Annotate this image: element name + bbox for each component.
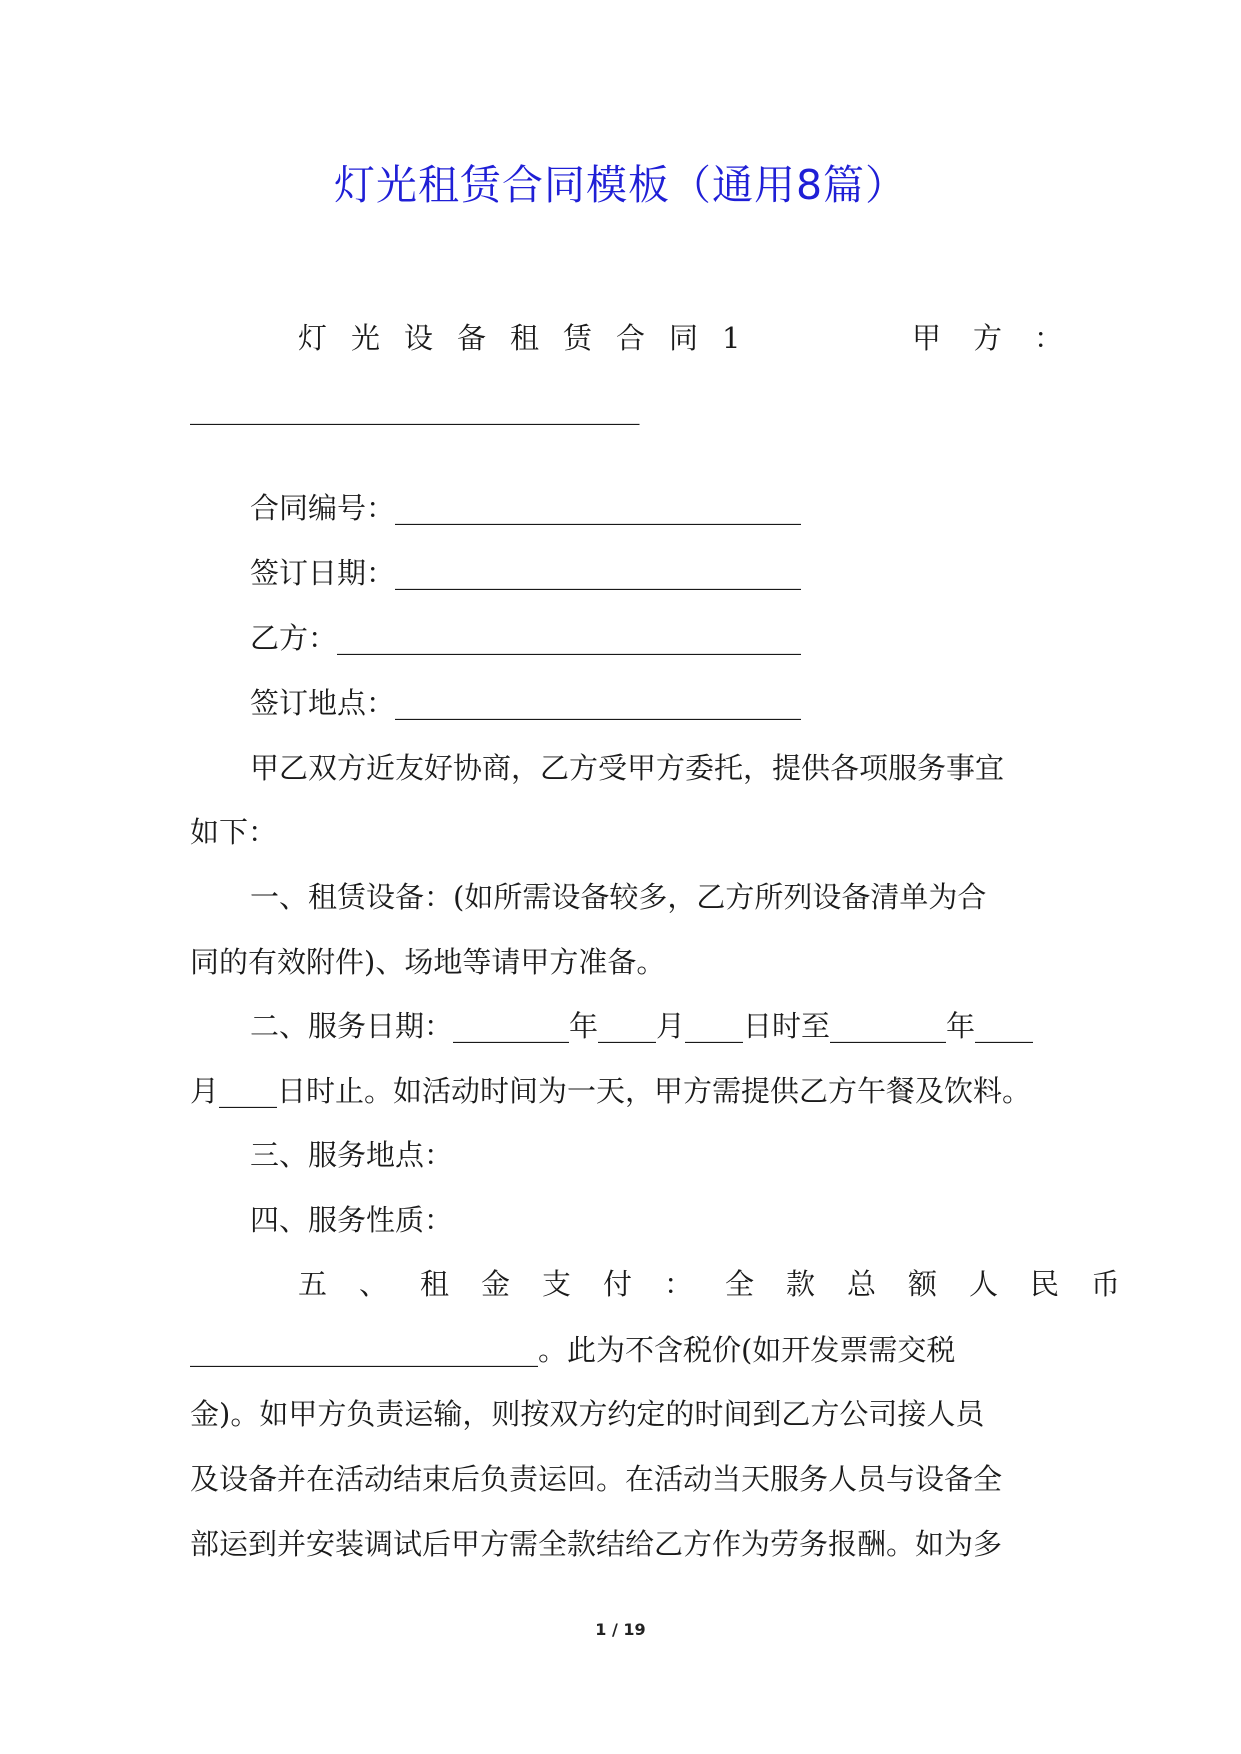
party-b-line: 乙方：________________________________ — [250, 621, 802, 655]
item2-line-1: 二、服务日期：________年____月____日时至________年____ — [250, 1009, 1034, 1043]
document-title: 灯光租赁合同模板（通用8篇） — [333, 161, 908, 209]
page-number: 1 / 19 — [595, 1620, 646, 1639]
item4-line: 四、服务性质： — [250, 1203, 454, 1237]
item5-heading: 五、租金支付：全款总额人民币 — [298, 1267, 1153, 1301]
sign-date-line: 签订日期：____________________________ — [250, 556, 802, 590]
party-a-label: 甲方： — [912, 321, 1096, 355]
item5-line-4: 及设备并在活动结束后负责运回。在活动当天服务人员与设备全 — [190, 1462, 1003, 1496]
party-a-blank: _______________________________ — [190, 391, 640, 425]
item1-line-1: 一、租赁设备：(如所需设备较多，乙方所列设备清单为合 — [250, 880, 987, 914]
intro-line-2: 如下： — [190, 815, 278, 849]
item3-line: 三、服务地点： — [250, 1138, 454, 1172]
item5-line-2: ________________________。此为不含税价(如开发票需交税 — [190, 1333, 956, 1367]
item5-line-3: 金)。如甲方负责运输，则按双方约定的时间到乙方公司接人员 — [190, 1397, 985, 1431]
section-heading: 灯光设备租赁合同1 — [298, 321, 765, 355]
contract-number-line: 合同编号：____________________________ — [250, 491, 802, 525]
item2-line-2: 月____日时止。如活动时间为一天，甲方需提供乙方午餐及饮料。 — [190, 1074, 1032, 1108]
intro-line-1: 甲乙双方近友好协商，乙方受甲方委托，提供各项服务事宜 — [250, 751, 1005, 785]
item1-line-2: 同的有效附件)、场地等请甲方准备。 — [190, 945, 666, 979]
sign-place-line: 签订地点：____________________________ — [250, 686, 802, 720]
item5-line-5: 部运到并安装调试后甲方需全款结给乙方作为劳务报酬。如为多 — [190, 1527, 1003, 1561]
